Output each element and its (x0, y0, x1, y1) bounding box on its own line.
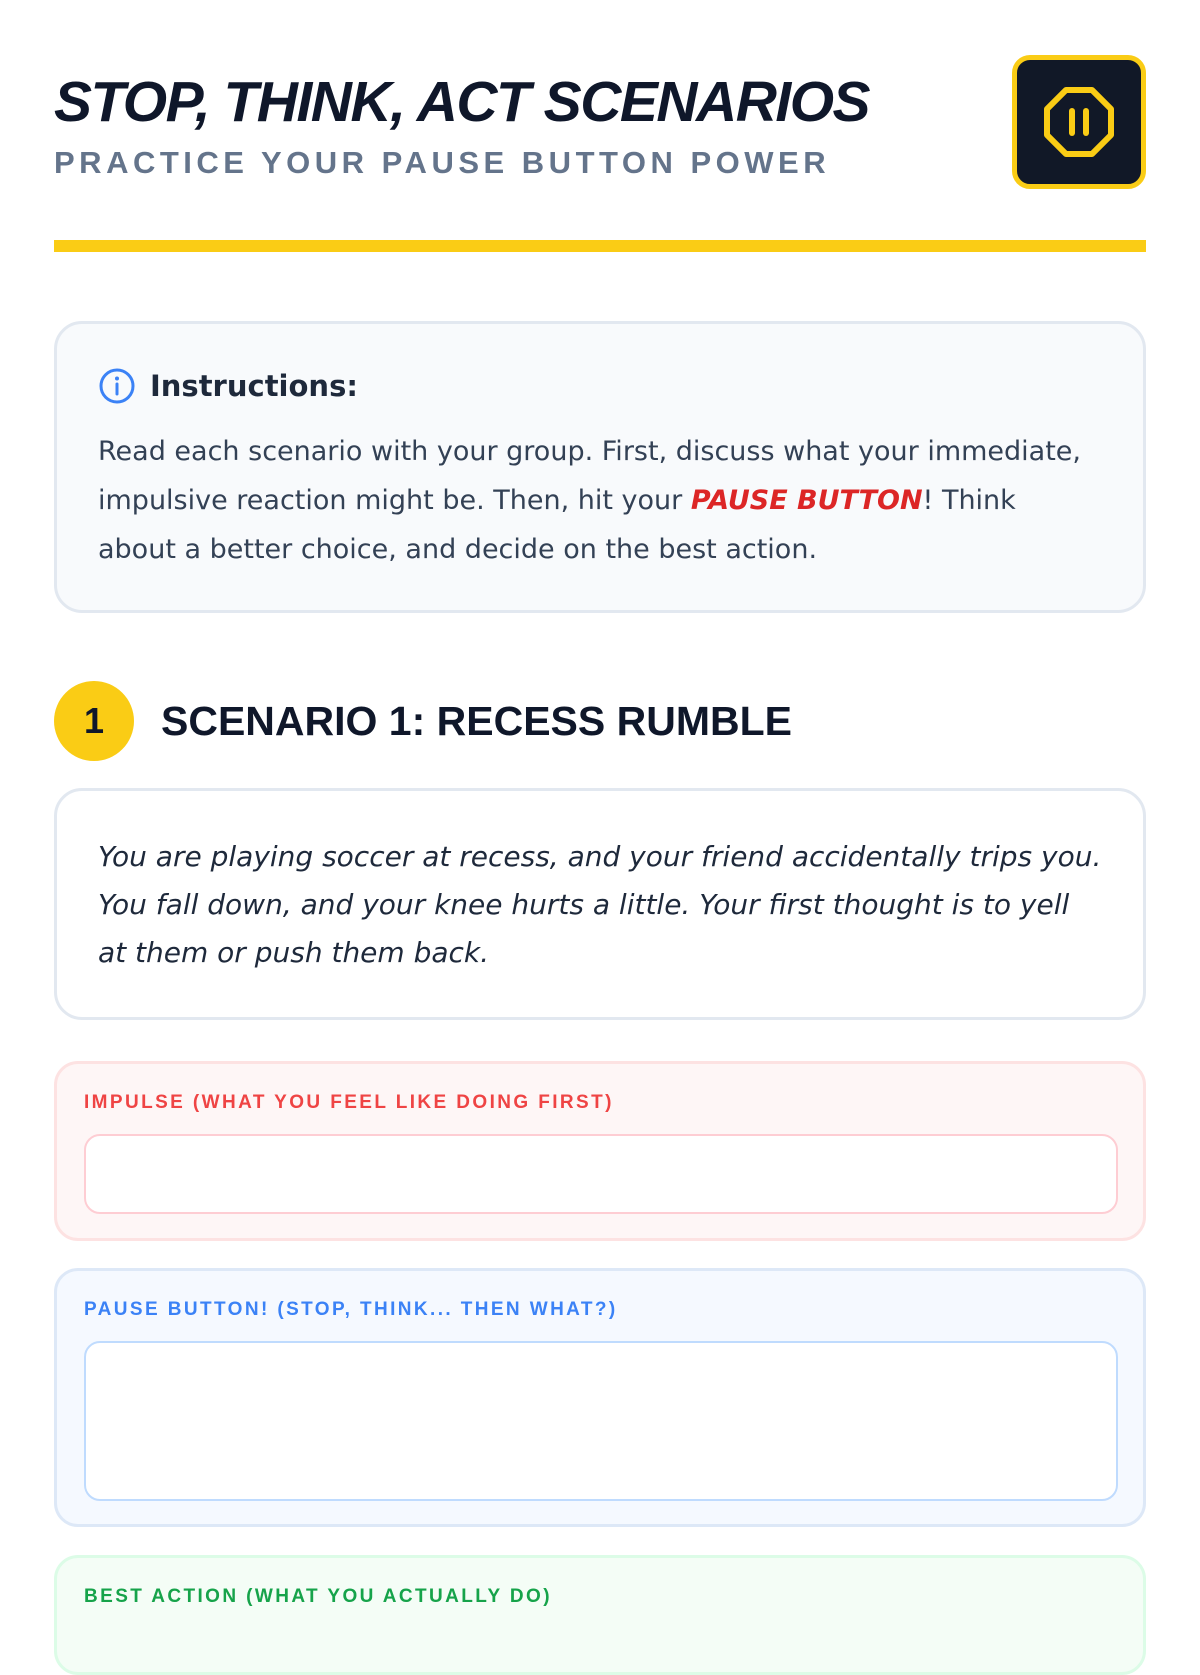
instructions-text (98, 427, 1102, 574)
impulse-section (54, 1061, 1146, 1241)
pause-octagon-icon (1041, 84, 1117, 160)
page-subtitle: PRACTICE YOUR PAUSE BUTTON POWER (54, 145, 831, 180)
pause-badge (1012, 55, 1146, 189)
instructions-text-before: Read each scenario with your group. First, discuss what your immediate, impulsive reaction might be. Then, hit your (98, 436, 1081, 516)
best-action-section (54, 1555, 1146, 1675)
scenario-number-badge: 1 (54, 681, 134, 761)
header-divider (54, 240, 1146, 252)
pause-section (54, 1268, 1146, 1527)
instructions-text-after: ! Think about a better choice, and decide on the best action. (98, 485, 1016, 565)
impulse-input[interactable] (84, 1134, 1118, 1214)
scenario-text: You are playing soccer at recess, and your friend accidentally trips you. You fall down, and your knee hurts a little. Your first thought is to yell at them or push them back. (98, 840, 1102, 969)
page-title: STOP, THINK, ACT SCENARIOS (54, 70, 870, 134)
instructions-header (98, 365, 1102, 407)
pause-label: PAUSE BUTTON! (STOP, THINK... THEN WHAT?) (84, 1299, 618, 1320)
page-header (54, 55, 1146, 205)
scenario-header (54, 681, 792, 761)
instructions-panel (54, 321, 1146, 613)
pause-input[interactable] (84, 1341, 1118, 1501)
instructions-title: Instructions: (150, 369, 358, 403)
info-icon (98, 367, 136, 405)
scenario-card (54, 788, 1146, 1020)
scenario-title: SCENARIO 1: RECESS RUMBLE (161, 697, 793, 744)
impulse-label: IMPULSE (WHAT YOU FEEL LIKE DOING FIRST) (84, 1092, 614, 1113)
best-action-label: BEST ACTION (WHAT YOU ACTUALLY DO) (84, 1586, 552, 1607)
pause-button-highlight: PAUSE BUTTON (690, 485, 923, 516)
